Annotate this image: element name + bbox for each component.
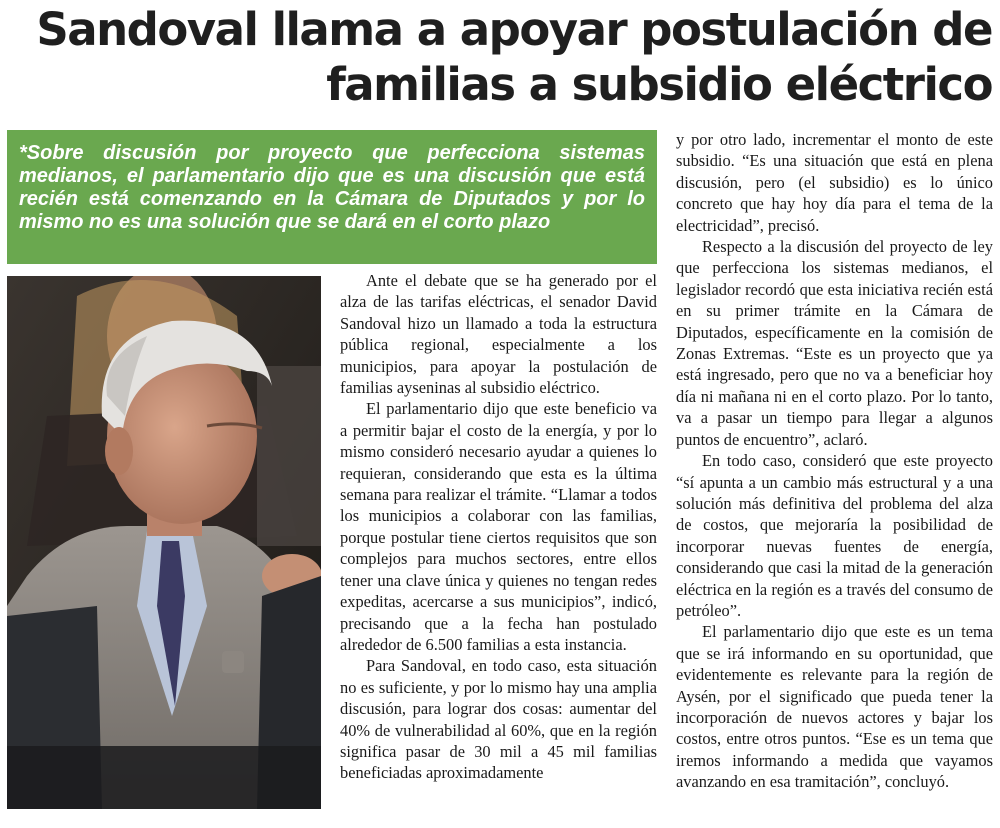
paragraph-3-continued: y por otro lado, incrementar el monto de este subsidio. “Es una situación que está en plena discusión, pero (el subsidio) es lo único concreto que hay hoy día para el tema de la electricidad”, precisó. bbox=[676, 130, 993, 235]
paragraph-4: Respecto a la discusión del proyecto de ley que perfecciona los sistemas medianos, el legislador recordó que esta iniciativa recién está en su primer trámite en la Cámara de Diputados, específicamente en la comisión de Zonas Extremas. “Este es un proyecto que ya está ingresado, pero que no va a beneficiar hoy día ni mañana ni en el corto plazo. Por lo tanto, va a pasar un tiempo para llegar a algunos puntos de encuentro”, aclaró. bbox=[676, 237, 993, 449]
paragraph-1: Ante el debate que se ha generado por el alza de las tarifas eléctricas, el senador David Sandoval hizo un llamado a toda la estructura pública regional, especialmente a los municipios, para apoyar la postulación de familias ayseninas al subsidio eléctrico. bbox=[340, 271, 657, 398]
article-column-middle bbox=[340, 270, 657, 784]
paragraph-3-start: Para Sandoval, en todo caso, esta situación no es suficiente, y por lo mismo hay una amplia discusión, para lograr dos cosas: aumentar del 40% de vulnerabilidad al 60%, que en la región significa pasar de 30 mil a 45 mil familias beneficiadas aproximadamente bbox=[340, 656, 657, 783]
headline bbox=[20, 2, 992, 112]
headline-line-1: Sandoval llama a apoyar postulación de bbox=[36, 3, 992, 56]
paragraph-2: El parlamentario dijo que este beneficio va a permitir bajar el costo de la energía, y por lo mismo consideró necesario ayudar a quienes lo requieran, considerando que esta es la última semana para realizar el trámite. “Llamar a todos los municipios a colaborar con las familias, porque postular tiene ciertos requisitos que son complejos para muchos sectores, entre ellos tener una clave única y quienes no tengan redes expeditas, acercarse a sus municipios”, indicó, precisando que a la fecha han postulado alrededor de 6.500 familias a esta instancia. bbox=[340, 399, 657, 654]
summary-box: *Sobre discusión por proyecto que perfecciona sistemas medianos, el parlamentario dijo que es una discusión que está recién está comenzando en la Cámara de Diputados y por lo mismo no es una solución que se dará en el corto plazo bbox=[7, 130, 657, 264]
senator-photo bbox=[7, 276, 321, 809]
paragraph-5: En todo caso, consideró que este proyecto “sí apunta a un cambio más estructural y a una solución más definitiva del problema del alza de costos, que mejoraría la posibilidad de incorporar nuevas fuentes de energía, considerando que casi la mitad de la generación eléctrica en la región es a través del consumo de petróleo”. bbox=[676, 451, 993, 620]
senator-photo-illustration bbox=[7, 276, 321, 809]
headline-line-2: familias a subsidio eléctrico bbox=[326, 58, 992, 111]
article-column-right bbox=[676, 129, 993, 793]
paragraph-6: El parlamentario dijo que este es un tema que se irá informando en su oportunidad, que evidentemente es relevante para la región de Aysén, por el significado que pueda tener la incorporación de nuevos actores y bajar los costos, entre otros puntos. “Ese es un tema que iremos informando a medida que vayamos avanzando en esa tramitación”, concluyó. bbox=[676, 622, 993, 792]
